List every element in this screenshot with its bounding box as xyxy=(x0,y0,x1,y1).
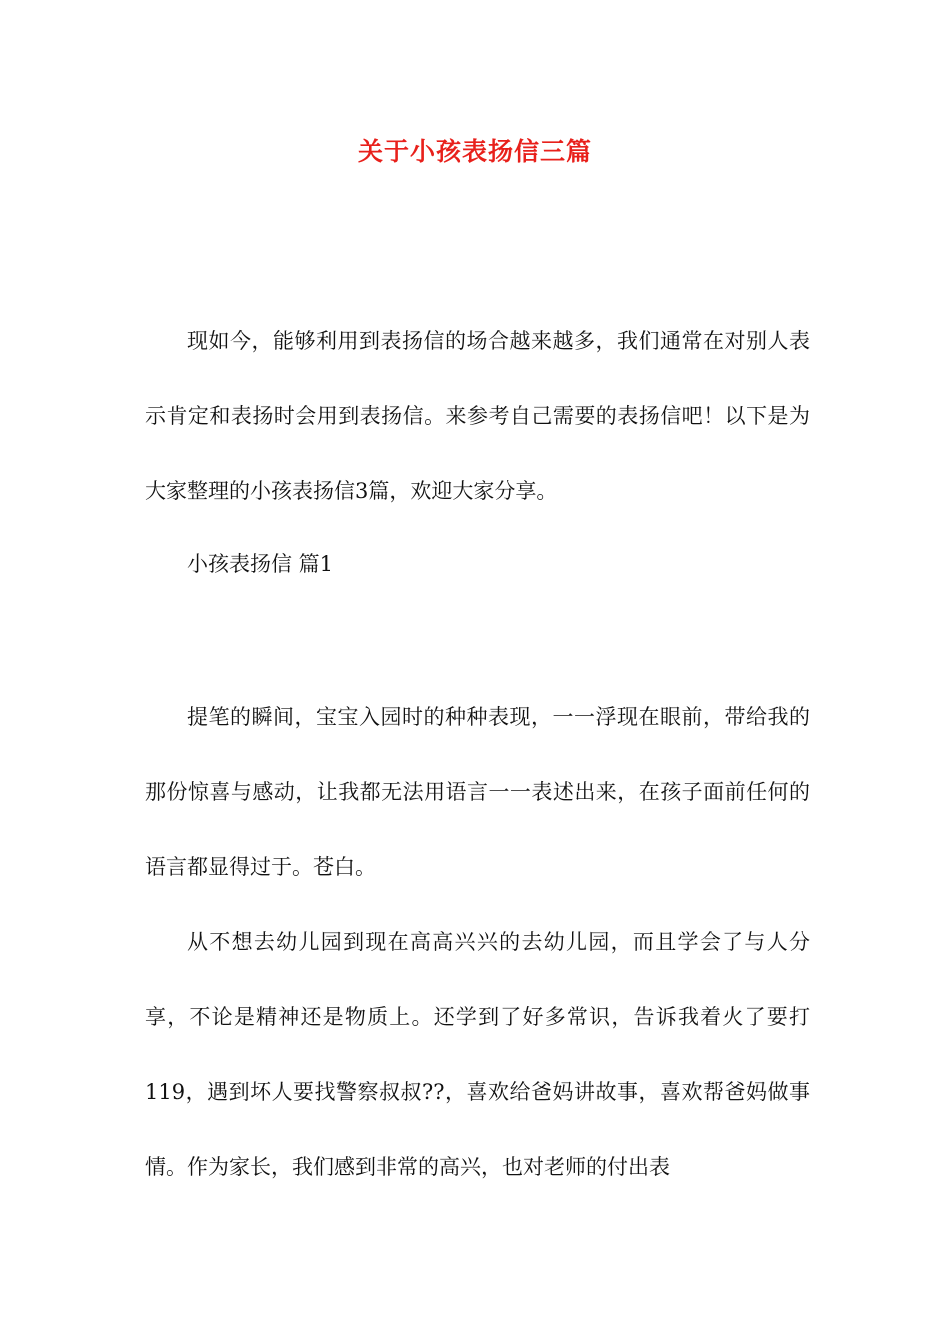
intro-paragraph: 现如今，能够利用到表扬信的场合越来越多，我们通常在对别人表示肯定和表扬时会用到表扬信。来参考自己需要的表扬信吧！以下是为大家整理的小孩表扬信3篇，欢迎大家分享。 xyxy=(145,329,810,503)
section-heading: 小孩表扬信 篇1 xyxy=(187,552,334,576)
body-paragraph-2: 从不想去幼儿园到现在高高兴兴的去幼儿园，而且学会了与人分享，不论是精神还是物质上。还学到了好多常识，告诉我着火了要打119，遇到坏人要找警察叔叔??，喜欢给爸妈讲故事，喜欢帮爸妈做事情。作为家长，我们感到非常的高兴，也对老师的付出表 xyxy=(145,930,810,1179)
document-title: 关于小孩表扬信三篇 xyxy=(357,137,592,166)
body-paragraph-1: 提笔的瞬间，宝宝入园时的种种表现，一一浮现在眼前，带给我的那份惊喜与感动，让我都无法用语言一一表述出来，在孩子面前任何的语言都显得过于。苍白。 xyxy=(145,705,810,879)
